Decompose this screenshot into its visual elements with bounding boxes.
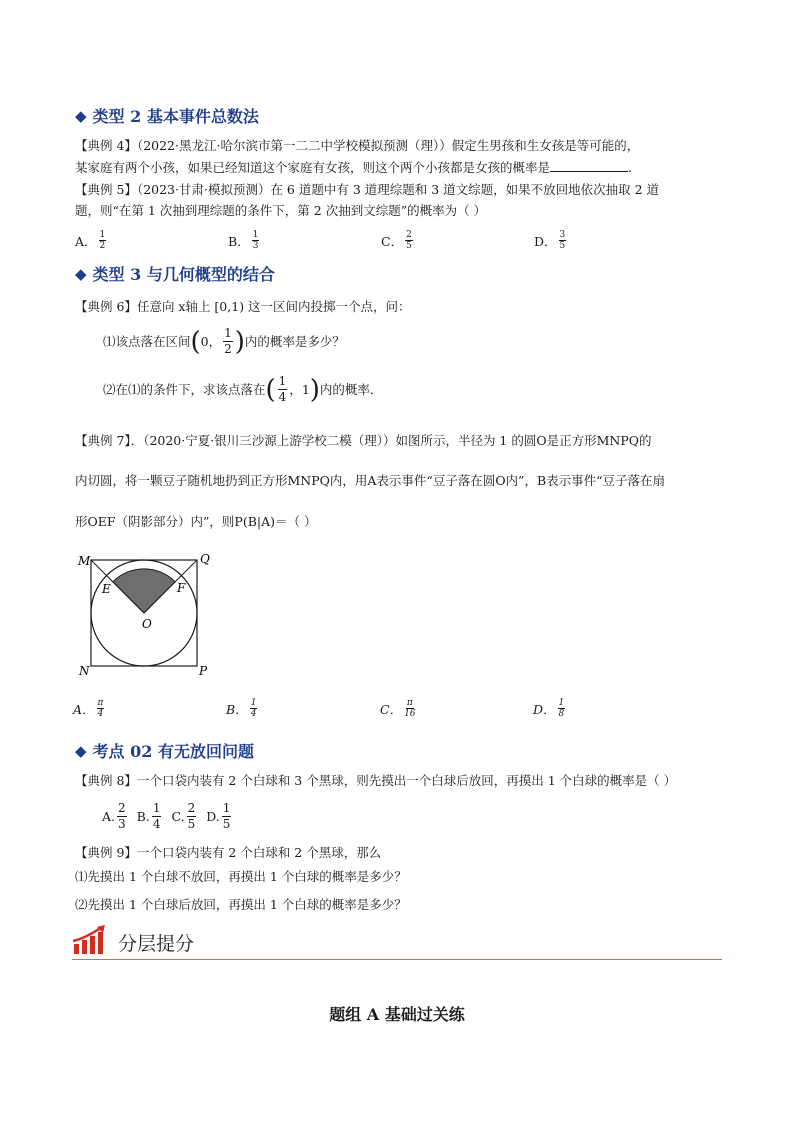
ex6-line1	[75, 296, 411, 318]
type2-title: 类型 2 基本事件总数法	[92, 107, 259, 126]
ex8-label: 【典例 8】	[75, 773, 137, 788]
label-e: E	[102, 582, 111, 596]
ex4-text1: （2022·黑龙江·哈尔滨市第一二二中学校模拟预测（理））假定生男孩和生女孩是等可能的，	[136, 138, 640, 153]
ex6-q1-pre: ⑴该点落在区间	[103, 333, 191, 349]
ex7-option-d[interactable]: D． $\frac{1}{8}$	[533, 698, 565, 719]
ex7-option-a[interactable]: A． $\frac{\pi}{4}$	[73, 698, 104, 719]
ex6-q1-a: 0，	[200, 333, 222, 349]
ex5-label: 【典例 5】	[75, 182, 137, 197]
ex8-line1	[75, 770, 676, 792]
section-banner	[72, 922, 722, 962]
ex7-line3	[75, 511, 317, 533]
ex6-q1-post: 内的概率是多少？	[244, 333, 345, 349]
type3-heading	[75, 262, 275, 285]
ex7-text3: 形OEF（阴影部分）内”，则P(B|A)＝（ ）	[75, 514, 317, 529]
answer-blank[interactable]	[550, 158, 628, 172]
section-divider	[72, 959, 722, 960]
label-n: N	[79, 664, 90, 678]
ex8-text1: 一个口袋内装有 2 个白球和 3 个黑球，则先摸出一个白球后放回，再摸出 1 个白球的概率是（ ）	[136, 773, 677, 788]
ex5-option-c[interactable]: C． $\frac{2}{5}$	[381, 230, 412, 251]
ex8-options	[102, 800, 233, 832]
kp02-heading	[75, 739, 254, 762]
group-title: 题组 A 基础过关练	[329, 1005, 465, 1024]
ex6-label: 【典例 6】	[75, 299, 137, 314]
ex4-end: .	[628, 160, 632, 175]
ex7-label: 【典例 7】	[75, 433, 131, 448]
ex8-option-c[interactable]: C. $\frac{2}{5}$	[171, 800, 196, 831]
ex4-text2: 某家庭有两个小孩，如果已经知道这个家庭有女孩，则这个两个小孩都是女孩的概率是	[75, 160, 551, 175]
ex9-text1: 一个口袋内装有 2 个白球和 2 个黑球，那么	[136, 845, 382, 860]
ex6-q1: ⑴该点落在区间 ( 0， $\frac{1}{2}$ ) 内的概率是多少？	[103, 326, 345, 357]
label-m: M	[78, 554, 91, 568]
ex5-text1: （2023·甘肃·模拟预测）在 6 道题中有 3 道理综题和 3 道文综题，如果不放回地依次抽取 2 道	[136, 182, 660, 197]
ex7-text2: 内切圆，将一颗豆子随机地扔到正方形MNPQ内，用A表示事件“豆子落在圆O内”，B表示事件“豆子落在扇	[75, 473, 666, 488]
ex9-label: 【典例 9】	[75, 845, 137, 860]
ex6-q2: ⑵在⑴的条件下，求该点落在 ( $\frac{1}{4}$ ，1 ) 内的概率．	[103, 374, 383, 405]
ex4-label: 【典例 4】	[75, 138, 137, 153]
ex7-option-b[interactable]: B． $\frac{1}{4}$	[226, 698, 257, 719]
label-q: Q	[200, 552, 210, 566]
section-title: 分层提分	[118, 933, 195, 955]
diamond-icon: ◆	[75, 106, 87, 125]
ex4-line1	[75, 135, 639, 157]
ex5-line2	[75, 200, 486, 222]
ex5-option-d[interactable]: D． $\frac{3}{5}$	[534, 230, 566, 251]
ex5-line1	[75, 179, 659, 201]
type2-heading	[75, 104, 259, 127]
ex9-q2: ⑵先摸出 1 个白球后放回，再摸出 1 个白球的概率是多少？	[75, 897, 407, 912]
ex8-option-b[interactable]: B. $\frac{1}{4}$	[136, 800, 161, 831]
ex7-line1	[75, 430, 652, 452]
ex5-option-b[interactable]: B． $\frac{1}{3}$	[228, 230, 259, 251]
ex8-option-d[interactable]: D. $\frac{1}{5}$	[206, 800, 231, 831]
ex7-option-c[interactable]: C． $\frac{\pi}{16}$	[380, 698, 416, 719]
ex5-option-a[interactable]: A． $\frac{1}{2}$	[75, 230, 106, 251]
label-f: F	[177, 581, 186, 595]
diamond-icon: ◆	[75, 741, 87, 760]
ex9-q1: ⑴先摸出 1 个白球不放回，再摸出 1 个白球的概率是多少？	[75, 869, 407, 884]
ex6-q2-b: ，1	[289, 381, 310, 397]
square-circle-figure	[72, 550, 222, 680]
type3-title: 类型 3 与几何概型的结合	[92, 265, 275, 284]
ex8-option-a[interactable]: A. $\frac{2}{3}$	[102, 800, 126, 831]
kp02-title: 考点 02 有无放回问题	[92, 742, 254, 761]
ex7-text1: ．（2020·宁夏·银川三沙源上游学校二模（理））如图所示，半径为 1 的圆O是正方形MNPQ的	[130, 433, 652, 448]
ex7-options	[73, 698, 633, 724]
ex9-line1	[75, 842, 381, 864]
label-p: P	[199, 664, 208, 678]
ex7-line2	[75, 470, 665, 492]
ex6-q2-post: 内的概率．	[319, 381, 383, 397]
ex4-line2	[75, 157, 632, 179]
ex6-text1: 任意向 x轴上 [0,1) 这一区间内投掷一个点，问：	[136, 299, 411, 314]
ex5-options	[75, 230, 635, 254]
ex6-q2-pre: ⑵在⑴的条件下，求该点落在	[103, 381, 266, 397]
label-o: O	[142, 617, 152, 631]
chart-up-icon	[72, 924, 108, 956]
diamond-icon: ◆	[75, 264, 87, 283]
ex5-text2: 题，则“在第 1 次抽到理综题的条件下，第 2 次抽到文综题”的概率为（ ）	[75, 203, 487, 218]
